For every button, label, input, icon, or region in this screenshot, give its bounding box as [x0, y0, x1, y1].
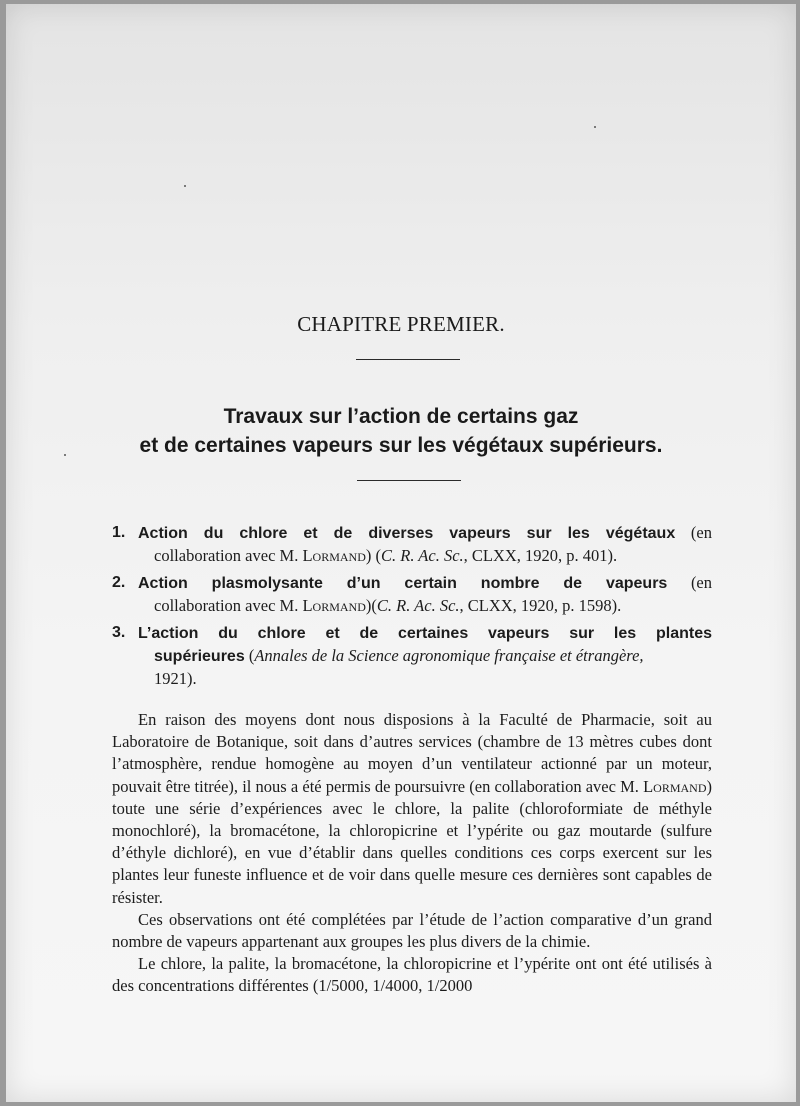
- reference-source: C. R. Ac. Sc.: [376, 596, 460, 615]
- paragraph: [112, 709, 712, 909]
- speck: [184, 185, 186, 187]
- reference-text: , CLXX, 1920, p. 1598).: [459, 596, 622, 615]
- paragraph-text: ) toute une série d’expériences avec le chlore, la palite (chloroformiate de méthyle monochloré), la bromacétone, la chloropicrine et l’ypérite ou gaz moutarde (sulfure d’éthyle dichloré), en vue d’établir dans quelles conditions ces corps exercent sur les plantes leur funeste influence et de voir dans quelle mesure ces dernières sont capables de résister.: [112, 776, 713, 907]
- divider-rule: [357, 480, 461, 481]
- divider-rule: [356, 359, 460, 360]
- paragraph: Ces observations ont été complétées par l’étude de l’action comparative d’un grand nombre de vapeurs appartenant aux groupes les plus divers de la chimie.: [112, 909, 712, 952]
- reference-text: (en: [690, 573, 713, 592]
- reference-text: (: [244, 646, 255, 665]
- reference-text: 1921).: [154, 669, 197, 688]
- reference-number: 1.: [112, 524, 126, 541]
- reference-author: Lormand: [302, 546, 366, 565]
- speck: [64, 454, 66, 456]
- section-title-line-1: Travaux sur l’action de certains gaz: [223, 405, 579, 428]
- reference-title: Action plasmolysante d’un certain nombre de vapeurs: [138, 575, 668, 592]
- reference-text: ): [365, 546, 372, 565]
- reference-source: Annales de la Science agronomique française et étrangère,: [254, 646, 644, 665]
- reference-title: Action du chlore et de diverses vapeurs sur les végétaux: [138, 525, 676, 542]
- reference-text: ): [365, 596, 372, 615]
- reference-number: 3.: [112, 624, 126, 641]
- document-page: [6, 4, 796, 1102]
- reference-text: (en: [690, 523, 712, 542]
- reference-item: [112, 572, 712, 617]
- reference-item: [112, 622, 712, 690]
- reference-text: , CLXX, 1920, p. 401).: [463, 546, 618, 565]
- chapter-heading: CHAPITRE PREMIER.: [297, 312, 505, 336]
- reference-list: [112, 522, 712, 695]
- paragraph: Le chlore, la palite, la bromacétone, la chloropicrine et l’ypérite ont ont été utilisés à des concentrations différentes (1/5000, 1/4000, 1/2000: [112, 954, 712, 996]
- reference-title: L’action du chlore et de certaines vapeurs sur les plantes: [138, 625, 712, 642]
- reference-source: C. R. Ac. Sc.: [381, 546, 464, 565]
- reference-item: [112, 522, 712, 567]
- speck: [594, 126, 596, 128]
- reference-text: (: [371, 596, 377, 615]
- paragraph-text: En raison des moyens dont nous disposions à la Faculté de Pharmacie, soit au Laboratoire de Botanique, soit dans d’autres services (chambre de 13 mètres cubes dont l’atmosphère, rendue homogène au moyen d’un ventilateur actionné par un moteur, pouvait être titrée), il nous a été permis de poursuivre (en collaboration avec M.: [112, 710, 712, 796]
- reference-title: supérieures: [154, 648, 245, 665]
- body-text: [112, 709, 712, 998]
- section-title-line-2: et de certaines vapeurs sur les végétaux supérieurs.: [139, 434, 663, 457]
- reference-number: 2.: [112, 574, 126, 591]
- author-name: Lormand: [643, 776, 707, 796]
- reference-author: Lormand: [302, 596, 366, 615]
- reference-text: (: [375, 546, 381, 565]
- reference-text: collaboration avec M.: [154, 546, 299, 565]
- reference-text: collaboration avec M.: [154, 596, 299, 615]
